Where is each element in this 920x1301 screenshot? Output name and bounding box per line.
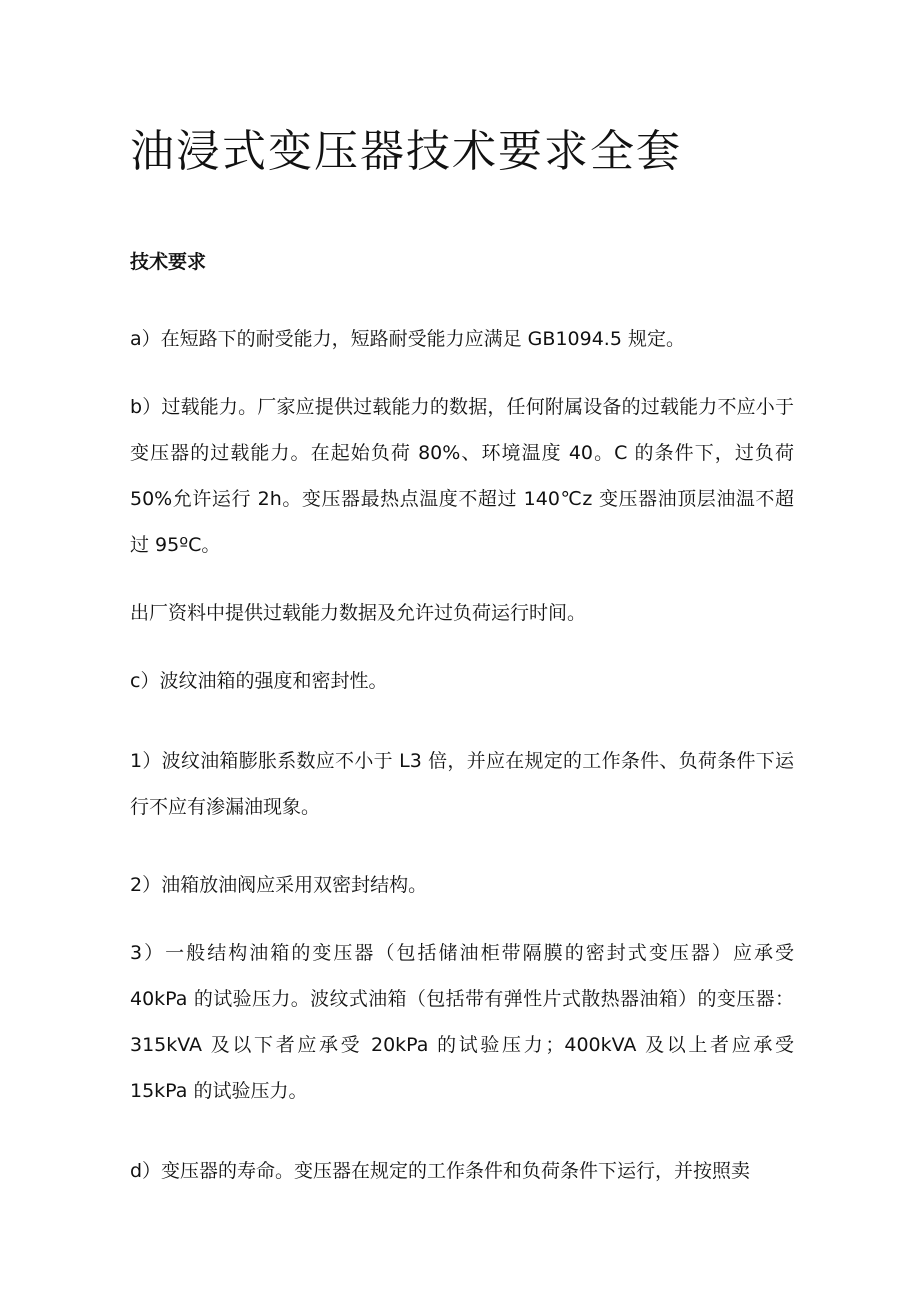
paragraph-lifetime: d）变压器的寿命。变压器在规定的工作条件和负荷条件下运行，并按照卖 bbox=[130, 1160, 751, 1182]
paragraph-drain-valve: 2）油箱放油阀应采用双密封结构。 bbox=[130, 874, 428, 896]
paragraph-overload: b）过载能力。厂家应提供过载能力的数据，任何附属设备的过载能力不应小于变压器的过载能力。在起始负荷 80%、环境温度 40。C 的条件下，过负荷 50%允许运行 2h。变压器最热点温度不超过 140℃z 变压器油顶层油温不超过 95ºC。 bbox=[130, 396, 794, 556]
paragraph-expansion: 1）波纹油箱膨胀系数应不小于 L3 倍，并应在规定的工作条件、负荷条件下运行不应有渗漏油现象。 bbox=[130, 750, 794, 818]
paragraph-short-circuit: a）在短路下的耐受能力，短路耐受能力应满足 GB1094.5 规定。 bbox=[130, 328, 685, 350]
paragraph-factory-data: 出厂资料中提供过载能力数据及允许过负荷运行时间。 bbox=[130, 602, 587, 624]
paragraph-tank-strength: c）波纹油箱的强度和密封性。 bbox=[130, 670, 388, 692]
section-heading: 技术要求 bbox=[130, 251, 207, 273]
paragraph-test-pressure: 3）一般结构油箱的变压器（包括储油柜带隔膜的密封式变压器）应承受 40kPa 的试验压力。波纹式油箱（包括带有弹性片式散热器油箱）的变压器：315kVA 及以下者应承受 20kPa 的试验压力；400kVA 及以上者应承受 15kPa 的试验压力。 bbox=[130, 942, 794, 1102]
document-title: 油浸式变压器技术要求全套 bbox=[130, 126, 682, 177]
